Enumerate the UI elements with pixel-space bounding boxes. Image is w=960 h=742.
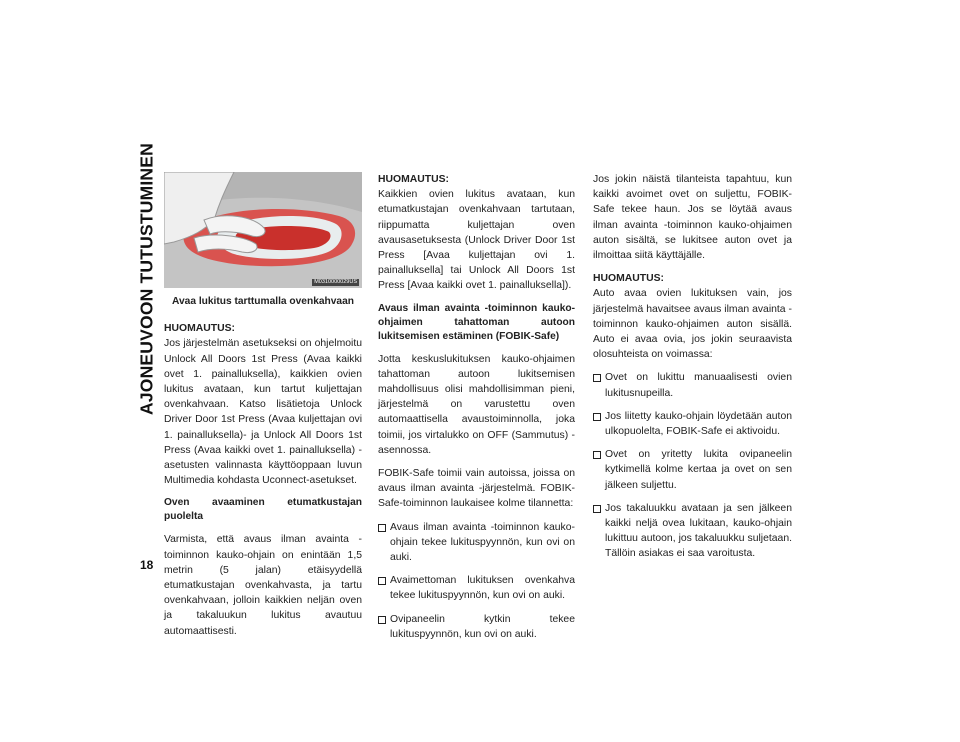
list-item	[378, 520, 575, 566]
checkbox-square-icon	[593, 413, 601, 421]
note-heading: HUOMAUTUS:	[164, 323, 235, 335]
figure-code: M0310000029US	[314, 279, 357, 285]
list-item	[378, 612, 575, 642]
note-heading: HUOMAUTUS:	[593, 273, 664, 285]
door-handle-drawing	[164, 172, 362, 288]
bullet-list	[593, 370, 792, 561]
list-item	[593, 409, 792, 439]
note-text: Auto avaa ovien lukituksen vain, jos järjestelmä havaitsee avaus ilman avainta -toiminnon kauko-ohjaimen auton sisällä. Auto ei avaa ovia, jos jokin seuraavista olosuhteista on voimassa:	[593, 288, 792, 361]
section-subheading: Oven avaaminen etumatkustajan puolelta	[164, 497, 362, 523]
page-number: 18	[140, 558, 154, 572]
body-paragraph: Jos jokin näistä tilanteista tapahtuu, kun kaikki avoimet ovet on suljettu, FOBIK-Safe tekee haun. Jos se löytää avaus ilman avainta -toiminnon kauko-ohjaimen auton sisältä, se lukitsee auton ovet ja ilmoittaa siitä käyttäjälle.	[593, 174, 792, 262]
column-3	[593, 172, 792, 570]
list-item-text: Avaus ilman avainta -toiminnon kauko-ohjain tekee lukituspyynnön, kun ovi on auki.	[390, 521, 575, 564]
note-heading: HUOMAUTUS:	[378, 174, 449, 185]
section-subheading: Avaus ilman avainta -toiminnon kauko-ohjaimen tahattoman autoon lukitsemisen estäminen (FOBIK-Safe)	[378, 302, 575, 342]
body-paragraph: FOBIK-Safe toimii vain autoissa, joissa on avaus ilman avainta -järjestelmä. FOBIK-Safe-toiminnon laukaisee kolme tilannetta:	[378, 468, 575, 510]
checkbox-square-icon	[378, 524, 386, 532]
list-item-text: Ovipaneelin kytkin tekee lukituspyynnön, kun ovi on auki.	[390, 613, 575, 640]
bullet-list	[378, 520, 575, 642]
body-paragraph: Varmista, että avaus ilman avainta -toiminnon kauko-ohjain on enintään 1,5 metrin (5 jalan) etäisyydellä etumatkustajan ovenkahvasta, ja tartu ovenkahvaan, jolloin kaikkien neljän oven ja takaluukun lukitus avautuu automaattisesti.	[164, 534, 362, 637]
list-item-text: Jos liitetty kauko-ohjain löydetään auton ulkopuolelta, FOBIK-Safe ei aktivoidu.	[605, 410, 792, 438]
checkbox-square-icon	[593, 374, 601, 382]
note-text: Kaikkien ovien lukitus avataan, kun etumatkustajan ovenkahvaan tartutaan, riippumatta kuljettajan oven avausasetuksesta (Unlock Driver Door 1st Press [Avaa kuljettajan ovi 1. painalluksella] tai Unlock All Doors 1st Press [Avaa kaikki ovet 1. painalluksella]).	[378, 189, 575, 292]
checkbox-square-icon	[378, 616, 386, 624]
figure-caption: Avaa lukitus tarttumalla ovenkahvaan	[172, 296, 354, 307]
door-handle-illustration	[164, 172, 362, 288]
checkbox-square-icon	[593, 505, 601, 513]
body-paragraph: Jotta keskuslukituksen kauko-ohjaimen tahattoman autoon lukitsemisen mahdollisuus olisi mahdollisimman pieni, järjestelmä on varustettu oven automaattisella avaustoiminnolla, joka toimii, jos virtalukko on OFF (Sammutus) -asennossa.	[378, 353, 575, 456]
section-title-text: AJONEUVOON TUTUSTUMINEN	[136, 143, 157, 415]
column-2	[378, 172, 575, 650]
list-item	[593, 501, 792, 562]
list-item-text: Jos takaluukku avataan ja sen jälkeen kaikki neljä ovea lukitaan, kauko-ohjain lukittuu autoon, jos takaluukku suljetaan. Tällöin asiakas ei saa varoitusta.	[605, 502, 792, 560]
list-item-text: Ovet on lukittu manuaalisesti ovien lukitusnupeilla.	[605, 372, 792, 399]
note-text: Jos järjestelmän asetukseksi on ohjelmoitu Unlock All Doors 1st Press (Avaa kaikki ovet 1. painalluksella), kaikkien ovien lukitus avataan, kun tartut kuljettajan ovenkahvaan. Katso lisätietoja Unlock Driver Door 1st Press (Avaa kuljettajan ovi 1. painalluksella)- ja Unlock All Doors 1st Press (Avaa kaikki ovet 1. painalluksella) -asetusten valinnasta käyttöoppaan luvun Multimedia kohdasta Uconnect-asetukset.	[164, 338, 362, 487]
column-1	[164, 172, 362, 647]
list-item-text: Avaimettoman lukituksen ovenkahva tekee lukituspyynnön, kun ovi on auki.	[390, 575, 575, 602]
section-side-title	[136, 143, 158, 415]
list-item	[378, 573, 575, 603]
checkbox-square-icon	[378, 577, 386, 585]
list-item	[593, 370, 792, 400]
checkbox-square-icon	[593, 451, 601, 459]
list-item	[593, 447, 792, 493]
list-item-text: Ovet on yritetty lukita ovipaneelin kytkimellä kolme kertaa ja ovet on sen jälkeen suljettu.	[605, 449, 792, 491]
